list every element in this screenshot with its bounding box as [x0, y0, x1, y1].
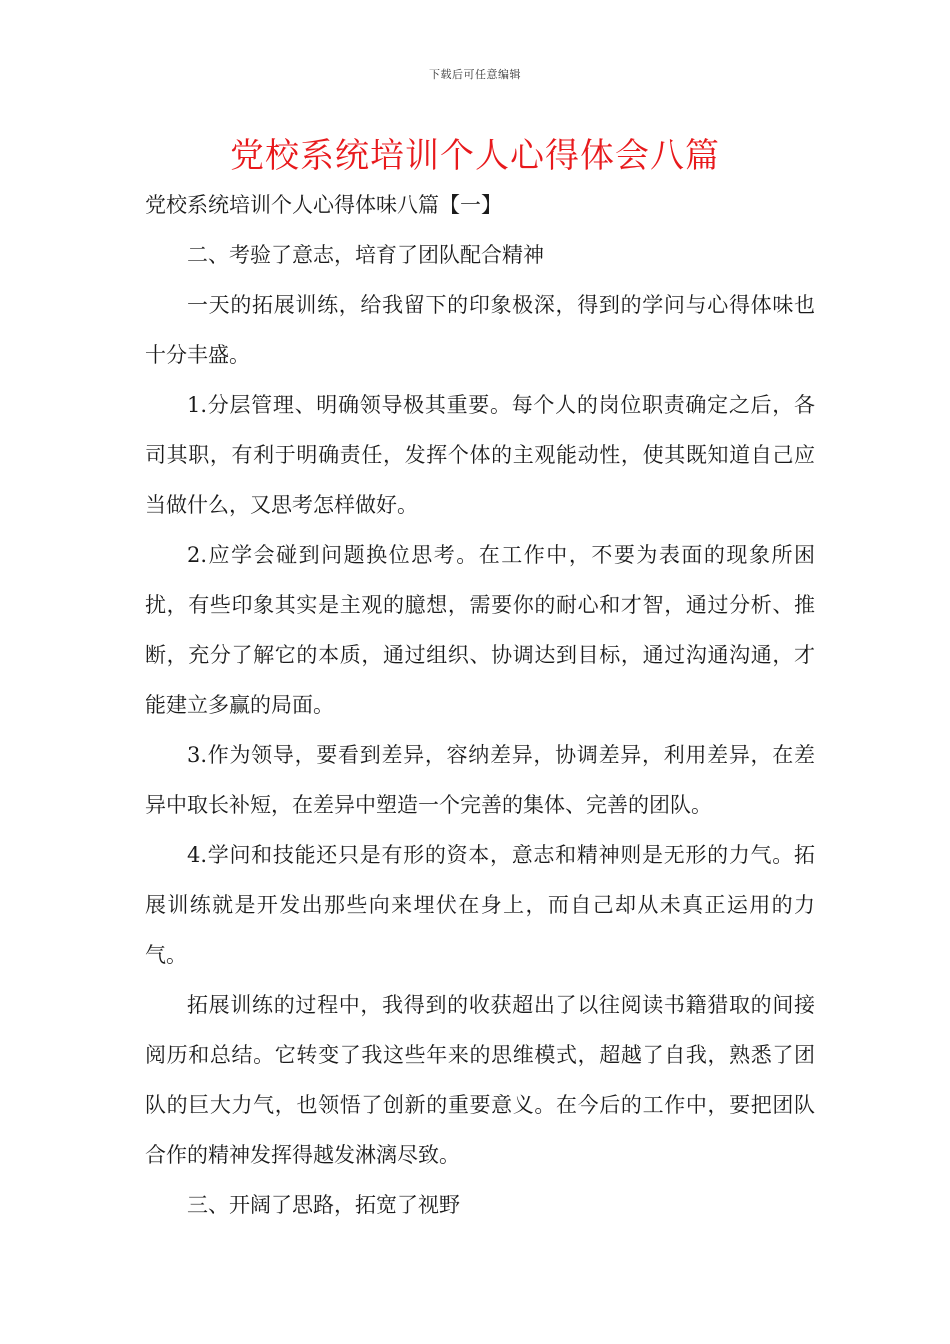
paragraph: 二、考验了意志，培育了团队配合精神 — [187, 243, 544, 267]
header-note: 下载后可任意编辑 — [429, 68, 521, 81]
paragraph: 党校系统培训个人心得体味八篇【一】 — [145, 193, 502, 217]
paragraph: 一天的拓展训练，给我留下的印象极深，得到的学问与心得体味也十分丰盛。 — [145, 293, 815, 367]
paragraph: 4.学问和技能还只是有形的资本，意志和精神则是无形的力气。拓展训练就是开发出那些向来埋伏在身上，而自己却从未真正运用的力气。 — [145, 843, 815, 967]
document-body — [145, 180, 815, 1230]
document-title: 党校系统培训个人心得体会八篇 — [230, 136, 720, 176]
paragraph: 拓展训练的过程中，我得到的收获超出了以往阅读书籍猎取的间接阅历和总结。它转变了我这些年来的思维模式，超越了自我，熟悉了团队的巨大力气，也领悟了创新的重要意义。在今后的工作中，要把团队合作的精神发挥得越发淋漓尽致。 — [145, 993, 815, 1167]
paragraph: 三、开阔了思路，拓宽了视野 — [187, 1193, 460, 1217]
paragraph: 2.应学会碰到问题换位思考。在工作中，不要为表面的现象所困扰，有些印象其实是主观的臆想，需要你的耐心和才智，通过分析、推断，充分了解它的本质，通过组织、协调达到目标，通过沟通沟通，才能建立多赢的局面。 — [145, 543, 815, 717]
paragraph: 1.分层管理、明确领导极其重要。每个人的岗位职责确定之后，各司其职，有利于明确责任，发挥个体的主观能动性，使其既知道自己应当做什么，又思考怎样做好。 — [145, 393, 815, 517]
paragraph: 3.作为领导，要看到差异，容纳差异，协调差异，利用差异，在差异中取长补短，在差异中塑造一个完善的集体、完善的团队。 — [145, 743, 815, 817]
